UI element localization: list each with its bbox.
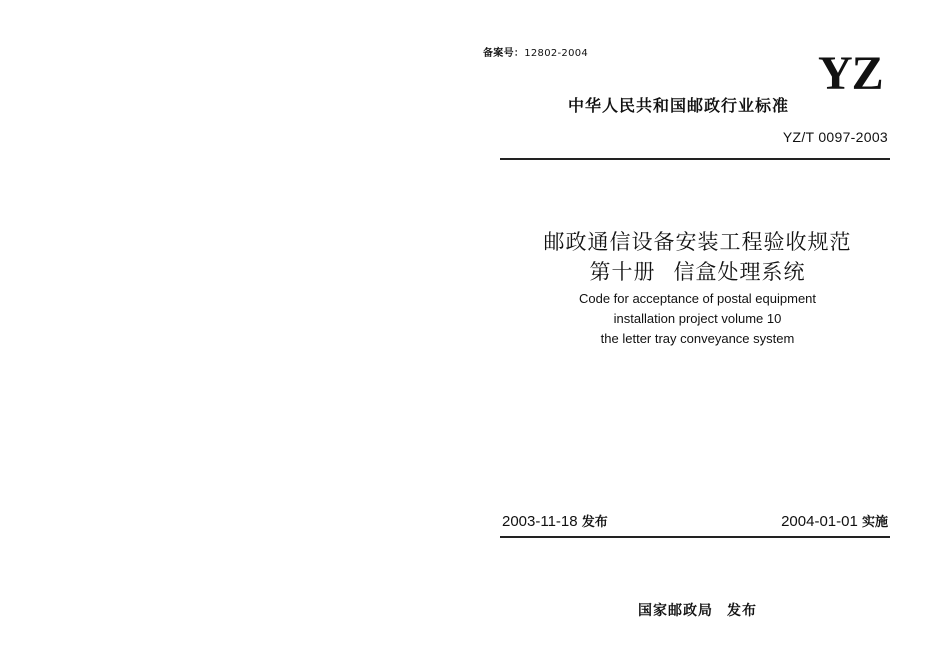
record-number-value: 12802-2004	[524, 48, 589, 59]
top-divider	[500, 158, 890, 160]
issue-date-value: 2003-11-18	[502, 513, 578, 530]
publisher	[500, 600, 895, 620]
publisher-action: 发布	[727, 603, 757, 619]
record-number-label: 备案号：	[483, 48, 525, 59]
title-en-line3: the letter tray conveyance system	[600, 331, 795, 346]
standard-logo: YZ	[818, 47, 883, 100]
publisher-name: 国家邮政局	[638, 603, 713, 619]
volume-number: 第十册	[589, 260, 656, 284]
standard-code: YZ/T 0097-2003	[782, 129, 888, 145]
implement-date-value: 2004-01-01	[781, 513, 858, 530]
issue-date-label: 发布	[581, 515, 608, 530]
record-number	[483, 44, 588, 59]
issue-date	[502, 511, 608, 530]
title-en-line2: installation project volume 10	[613, 311, 782, 326]
volume-subject: 信盒处理系统	[673, 260, 806, 284]
bottom-divider	[500, 536, 890, 538]
title-cn-line2	[500, 256, 895, 286]
implement-date	[781, 511, 888, 530]
title-en-line1: Code for acceptance of postal equipment	[578, 291, 817, 306]
issuer-line: 中华人民共和国邮政行业标准	[568, 96, 790, 115]
implement-date-label: 实施	[861, 515, 888, 530]
title-cn-line1: 邮政通信设备安装工程验收规范	[543, 230, 852, 254]
